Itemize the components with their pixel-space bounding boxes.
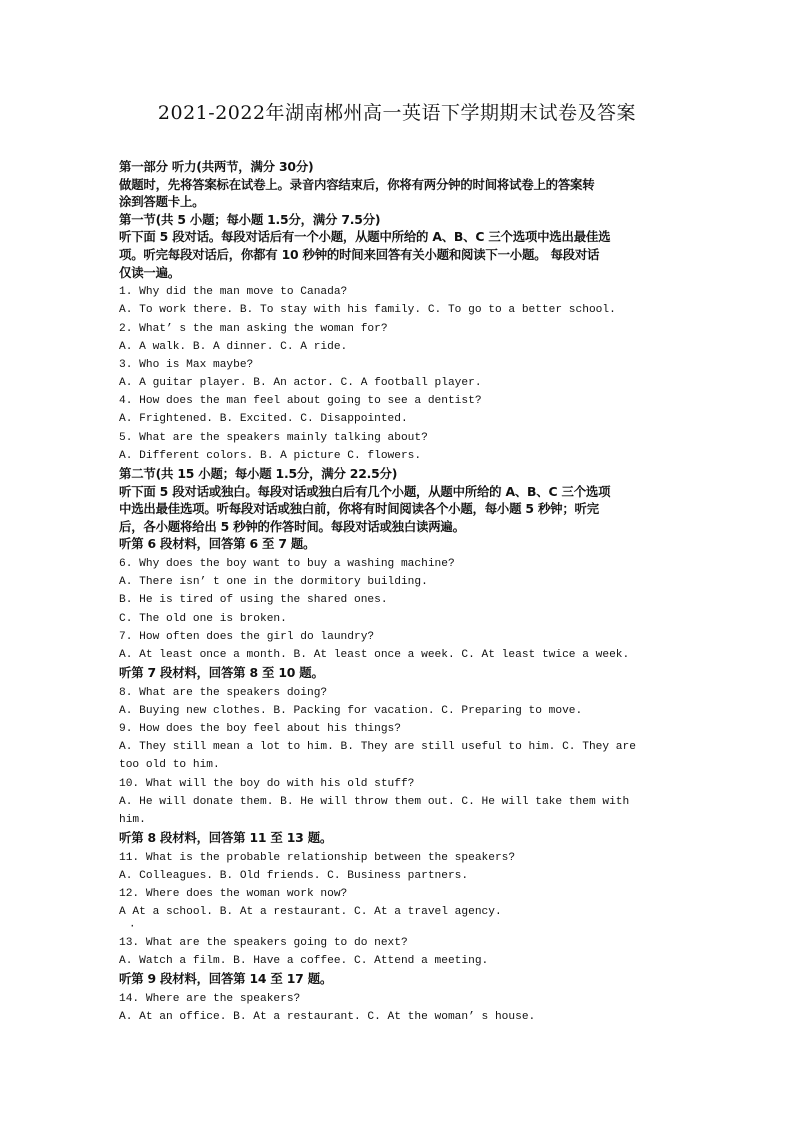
- question-12: 12. Where does the woman work now?: [119, 888, 348, 901]
- options-5: A. Different colors. B. A picture C. flowers.: [119, 449, 422, 462]
- options-13: A. Watch a film. B. Have a coffee. C. Attend a meeting.: [119, 954, 489, 967]
- material-7-heading: 听第 7 段材料，回答第 8 至 10 题。: [119, 665, 324, 681]
- option-6b: B. He is tired of using the shared ones.: [119, 594, 388, 607]
- instruction-line: 中选出最佳选项。听每段对话或独白前，你将有时间阅读各个小题，每小题 5 秒钟；听完: [119, 501, 599, 517]
- document-title: 2021-2022年湖南郴州高一英语下学期期末试卷及答案: [157, 102, 637, 124]
- question-5: 5. What are the speakers mainly talking about?: [119, 431, 428, 444]
- instruction-line: 仅读一遍。: [119, 264, 180, 280]
- options-12: A At a school. B. At a restaurant. C. At a travel agency.: [119, 906, 502, 919]
- part-one-heading: 第一部分 听力(共两节，满分 30分): [119, 159, 314, 174]
- options-9-continued: too old to him.: [119, 759, 220, 772]
- options-4: A. Frightened. B. Excited. C. Disappointed.: [119, 413, 408, 426]
- question-7: 7. How often does the girl do laundry?: [119, 630, 375, 643]
- question-4: 4. How does the man feel about going to see a dentist?: [119, 395, 482, 408]
- instruction-line: 涂到答题卡上。: [119, 194, 205, 210]
- instruction-line: 做题时，先将答案标在试卷上。录音内容结束后，你将有两分钟的时间将试卷上的答案转: [119, 176, 595, 192]
- material-8-heading: 听第 8 段材料，回答第 11 至 13 题。: [119, 830, 333, 846]
- question-10: 10. What will the boy do with his old stuff?: [119, 777, 415, 790]
- question-8: 8. What are the speakers doing?: [119, 686, 328, 699]
- options-11: A. Colleagues. B. Old friends. C. Business partners.: [119, 870, 469, 882]
- question-11: 11. What is the probable relationship between the speakers?: [119, 851, 516, 864]
- section-two-heading: 第二节(共 15 小题；每小题 1.5分，满分 22.5分): [119, 466, 398, 482]
- options-7: A. At least once a month. B. At least once a week. C. At least twice a week.: [119, 648, 630, 661]
- question-14: 14. Where are the speakers?: [119, 992, 301, 1005]
- question-3: 3. Who is Max maybe?: [119, 358, 254, 371]
- options-2: A. A walk. B. A dinner. C. A ride.: [119, 340, 348, 353]
- options-8: A. Buying new clothes. B. Packing for vacation. C. Preparing to move.: [119, 704, 583, 717]
- document-body: [119, 158, 679, 1026]
- instruction-line: 后，各小题将给出 5 秒钟的作答时间。每段对话或独白读两遍。: [119, 518, 465, 534]
- stray-dot: ·: [129, 921, 136, 933]
- question-9: 9. How does the boy feel about his things?: [119, 723, 401, 736]
- question-6: 6. Why does the boy want to buy a washing machine?: [119, 558, 455, 570]
- options-9: A. They still mean a lot to him. B. They are still useful to him. C. They are: [119, 741, 636, 754]
- question-13: 13. What are the speakers going to do next?: [119, 936, 408, 949]
- instruction-line: 项。听完每段对话后，你都有 10 秒钟的时间来回答有关小题和阅读下一小题。 每段对话: [119, 246, 600, 262]
- material-6-heading: 听第 6 段材料，回答第 6 至 7 题。: [119, 536, 316, 552]
- section-one-heading: 第一节(共 5 小题；每小题 1.5分，满分 7.5分): [119, 211, 381, 227]
- question-2: 2. What’ s the man asking the woman for?: [119, 322, 388, 335]
- question-1: 1. Why did the man move to Canada?: [119, 286, 348, 299]
- options-10-continued: him.: [119, 814, 146, 827]
- options-14: A. At an office. B. At a restaurant. C. At the woman’ s house.: [119, 1010, 536, 1023]
- options-3: A. A guitar player. B. An actor. C. A football player.: [119, 377, 482, 390]
- instruction-line: 听下面 5 段对话。每段对话后有一个小题，从题中所给的 A、B、C 三个选项中选出最佳选: [119, 229, 611, 245]
- option-6c: C. The old one is broken.: [119, 612, 287, 625]
- options-10: A. He will donate them. B. He will throw them out. C. He will take them with: [119, 795, 630, 808]
- options-1: A. To work there. B. To stay with his family. C. To go to a better school.: [119, 304, 616, 317]
- option-6a: A. There isn’ t one in the dormitory building.: [119, 576, 428, 589]
- material-9-heading: 听第 9 段材料，回答第 14 至 17 题。: [119, 970, 333, 986]
- instruction-line: 听下面 5 段对话或独白。每段对话或独白后有几个小题，从题中所给的 A、B、C 三个选项: [119, 483, 611, 499]
